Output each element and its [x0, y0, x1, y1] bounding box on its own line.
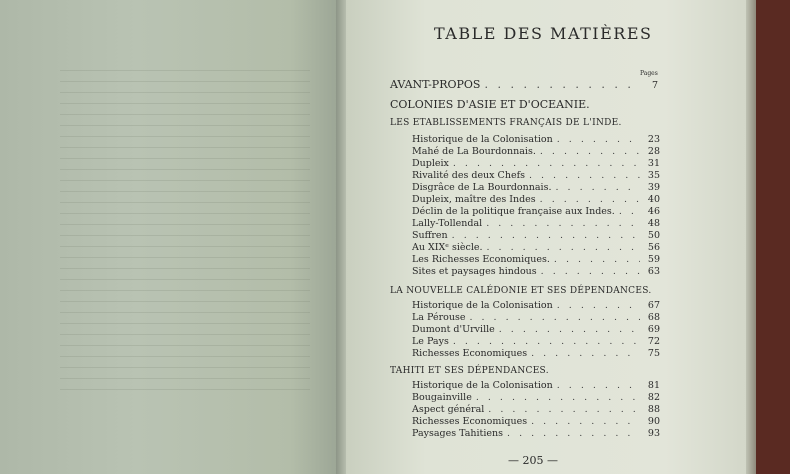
toc-entry — [412, 254, 660, 265]
toc-entry — [412, 170, 660, 181]
entry-page: 88 — [647, 404, 660, 415]
leader-dots — [540, 146, 640, 157]
toc-entry — [412, 146, 660, 157]
leader-dots — [486, 218, 640, 229]
leader-dots — [556, 182, 641, 193]
section-heading: LES ETABLISSEMENTS FRANÇAIS DE L'INDE. — [390, 118, 622, 128]
leader-dots — [484, 78, 638, 91]
entry-page: 67 — [647, 300, 660, 311]
entry-label: Historique de la Colonisation — [412, 380, 553, 391]
toc-entry — [412, 324, 660, 335]
entry-page: 63 — [647, 266, 660, 277]
entry-page: 48 — [647, 218, 660, 229]
entry-page: 35 — [647, 170, 660, 181]
leader-dots — [557, 380, 640, 391]
entry-page: 93 — [647, 428, 660, 439]
toc-entry — [412, 416, 660, 427]
leader-dots — [541, 266, 640, 277]
page-number: — 205 — — [508, 454, 558, 467]
toc-entry — [412, 266, 660, 277]
entry-page: 40 — [647, 194, 660, 205]
leader-dots — [619, 206, 640, 217]
leader-dots — [557, 300, 640, 311]
leader-dots — [529, 170, 640, 181]
entry-page: 46 — [647, 206, 660, 217]
toc-entry — [412, 134, 660, 145]
toc-entry — [412, 348, 660, 359]
entry-page: 81 — [647, 380, 660, 391]
toc-entry — [412, 428, 660, 439]
page-edge — [746, 0, 756, 474]
entry-page: 56 — [647, 242, 660, 253]
pages-column-label: Pages — [640, 70, 658, 77]
entry-label: Bougainville — [412, 392, 472, 403]
leader-dots — [531, 416, 640, 427]
leader-dots — [452, 230, 640, 241]
toc-entry — [412, 336, 660, 347]
entry-label: Historique de la Colonisation — [412, 134, 553, 145]
section-heading: LA NOUVELLE CALÉDONIE ET SES DÉPENDANCES. — [390, 286, 652, 296]
show-through-text — [60, 60, 310, 390]
entry-label: Richesses Economiques — [412, 416, 528, 427]
avant-propos-entry — [390, 78, 658, 91]
leader-dots — [554, 254, 640, 265]
leader-dots — [453, 158, 640, 169]
entry-label: AVANT-PROPOS — [390, 78, 481, 91]
toc-entry — [412, 312, 660, 323]
entry-page: 75 — [647, 348, 660, 359]
entry-label: Dupleix — [412, 158, 449, 169]
entry-label: La Pérouse — [412, 312, 466, 323]
entry-label: Sites et paysages hindous — [412, 266, 537, 277]
entry-label: Déclin de la politique française aux Indes. — [412, 206, 615, 217]
entry-label: Dupleix, maître des Indes — [412, 194, 536, 205]
leader-dots — [540, 194, 640, 205]
toc-entry — [412, 300, 660, 311]
toc-entry — [412, 158, 660, 169]
toc-entry — [412, 194, 660, 205]
leader-dots — [499, 324, 640, 335]
toc-entry — [412, 392, 660, 403]
entry-label: Disgrâce de La Bourdonnais. — [412, 182, 552, 193]
entry-page: 68 — [647, 312, 660, 323]
toc-entry — [412, 182, 660, 193]
toc-entry — [412, 404, 660, 415]
entry-page: 69 — [647, 324, 660, 335]
toc-entry — [412, 230, 660, 241]
part-heading: COLONIES D'ASIE ET D'OCEANIE. — [390, 98, 590, 111]
entry-page: 82 — [647, 392, 660, 403]
entry-label: Lally-Tollendal — [412, 218, 483, 229]
entry-label: Au XIXᵉ siècle. — [412, 242, 483, 253]
entry-label: Dumont d'Urville — [412, 324, 495, 335]
leader-dots — [488, 404, 640, 415]
entry-page: 50 — [647, 230, 660, 241]
leader-dots — [469, 312, 640, 323]
section-heading: TAHITI ET SES DÉPENDANCES. — [390, 366, 549, 376]
toc-entry — [412, 218, 660, 229]
entry-label: Historique de la Colonisation — [412, 300, 553, 311]
toc-entry — [412, 242, 660, 253]
entry-label: Richesses Economiques — [412, 348, 528, 359]
entry-page: 23 — [647, 134, 660, 145]
toc-entry — [412, 380, 660, 391]
page-title: TABLE DES MATIÈRES — [434, 24, 653, 43]
leader-dots — [453, 336, 640, 347]
entry-page: 59 — [647, 254, 660, 265]
entry-label: Rivalité des deux Chefs — [412, 170, 525, 181]
entry-label: Mahé de La Bourdonnais. — [412, 146, 536, 157]
toc-entry — [412, 206, 660, 217]
entry-page: 31 — [647, 158, 660, 169]
entry-page: 28 — [647, 146, 660, 157]
leader-dots — [507, 428, 640, 439]
entry-page: 90 — [647, 416, 660, 427]
leader-dots — [531, 348, 640, 359]
leader-dots — [487, 242, 640, 253]
leader-dots — [476, 392, 640, 403]
entry-label: Les Richesses Economiques. — [412, 254, 550, 265]
leader-dots — [557, 134, 640, 145]
entry-label: Le Pays — [412, 336, 449, 347]
entry-label: Aspect général — [412, 404, 485, 415]
entry-label: Paysages Tahitiens — [412, 428, 504, 439]
entry-page: 39 — [647, 182, 660, 193]
entry-page: 72 — [647, 336, 660, 347]
entry-label: Suffren — [412, 230, 448, 241]
left-page — [0, 0, 342, 474]
entry-page: 7 — [651, 80, 658, 91]
